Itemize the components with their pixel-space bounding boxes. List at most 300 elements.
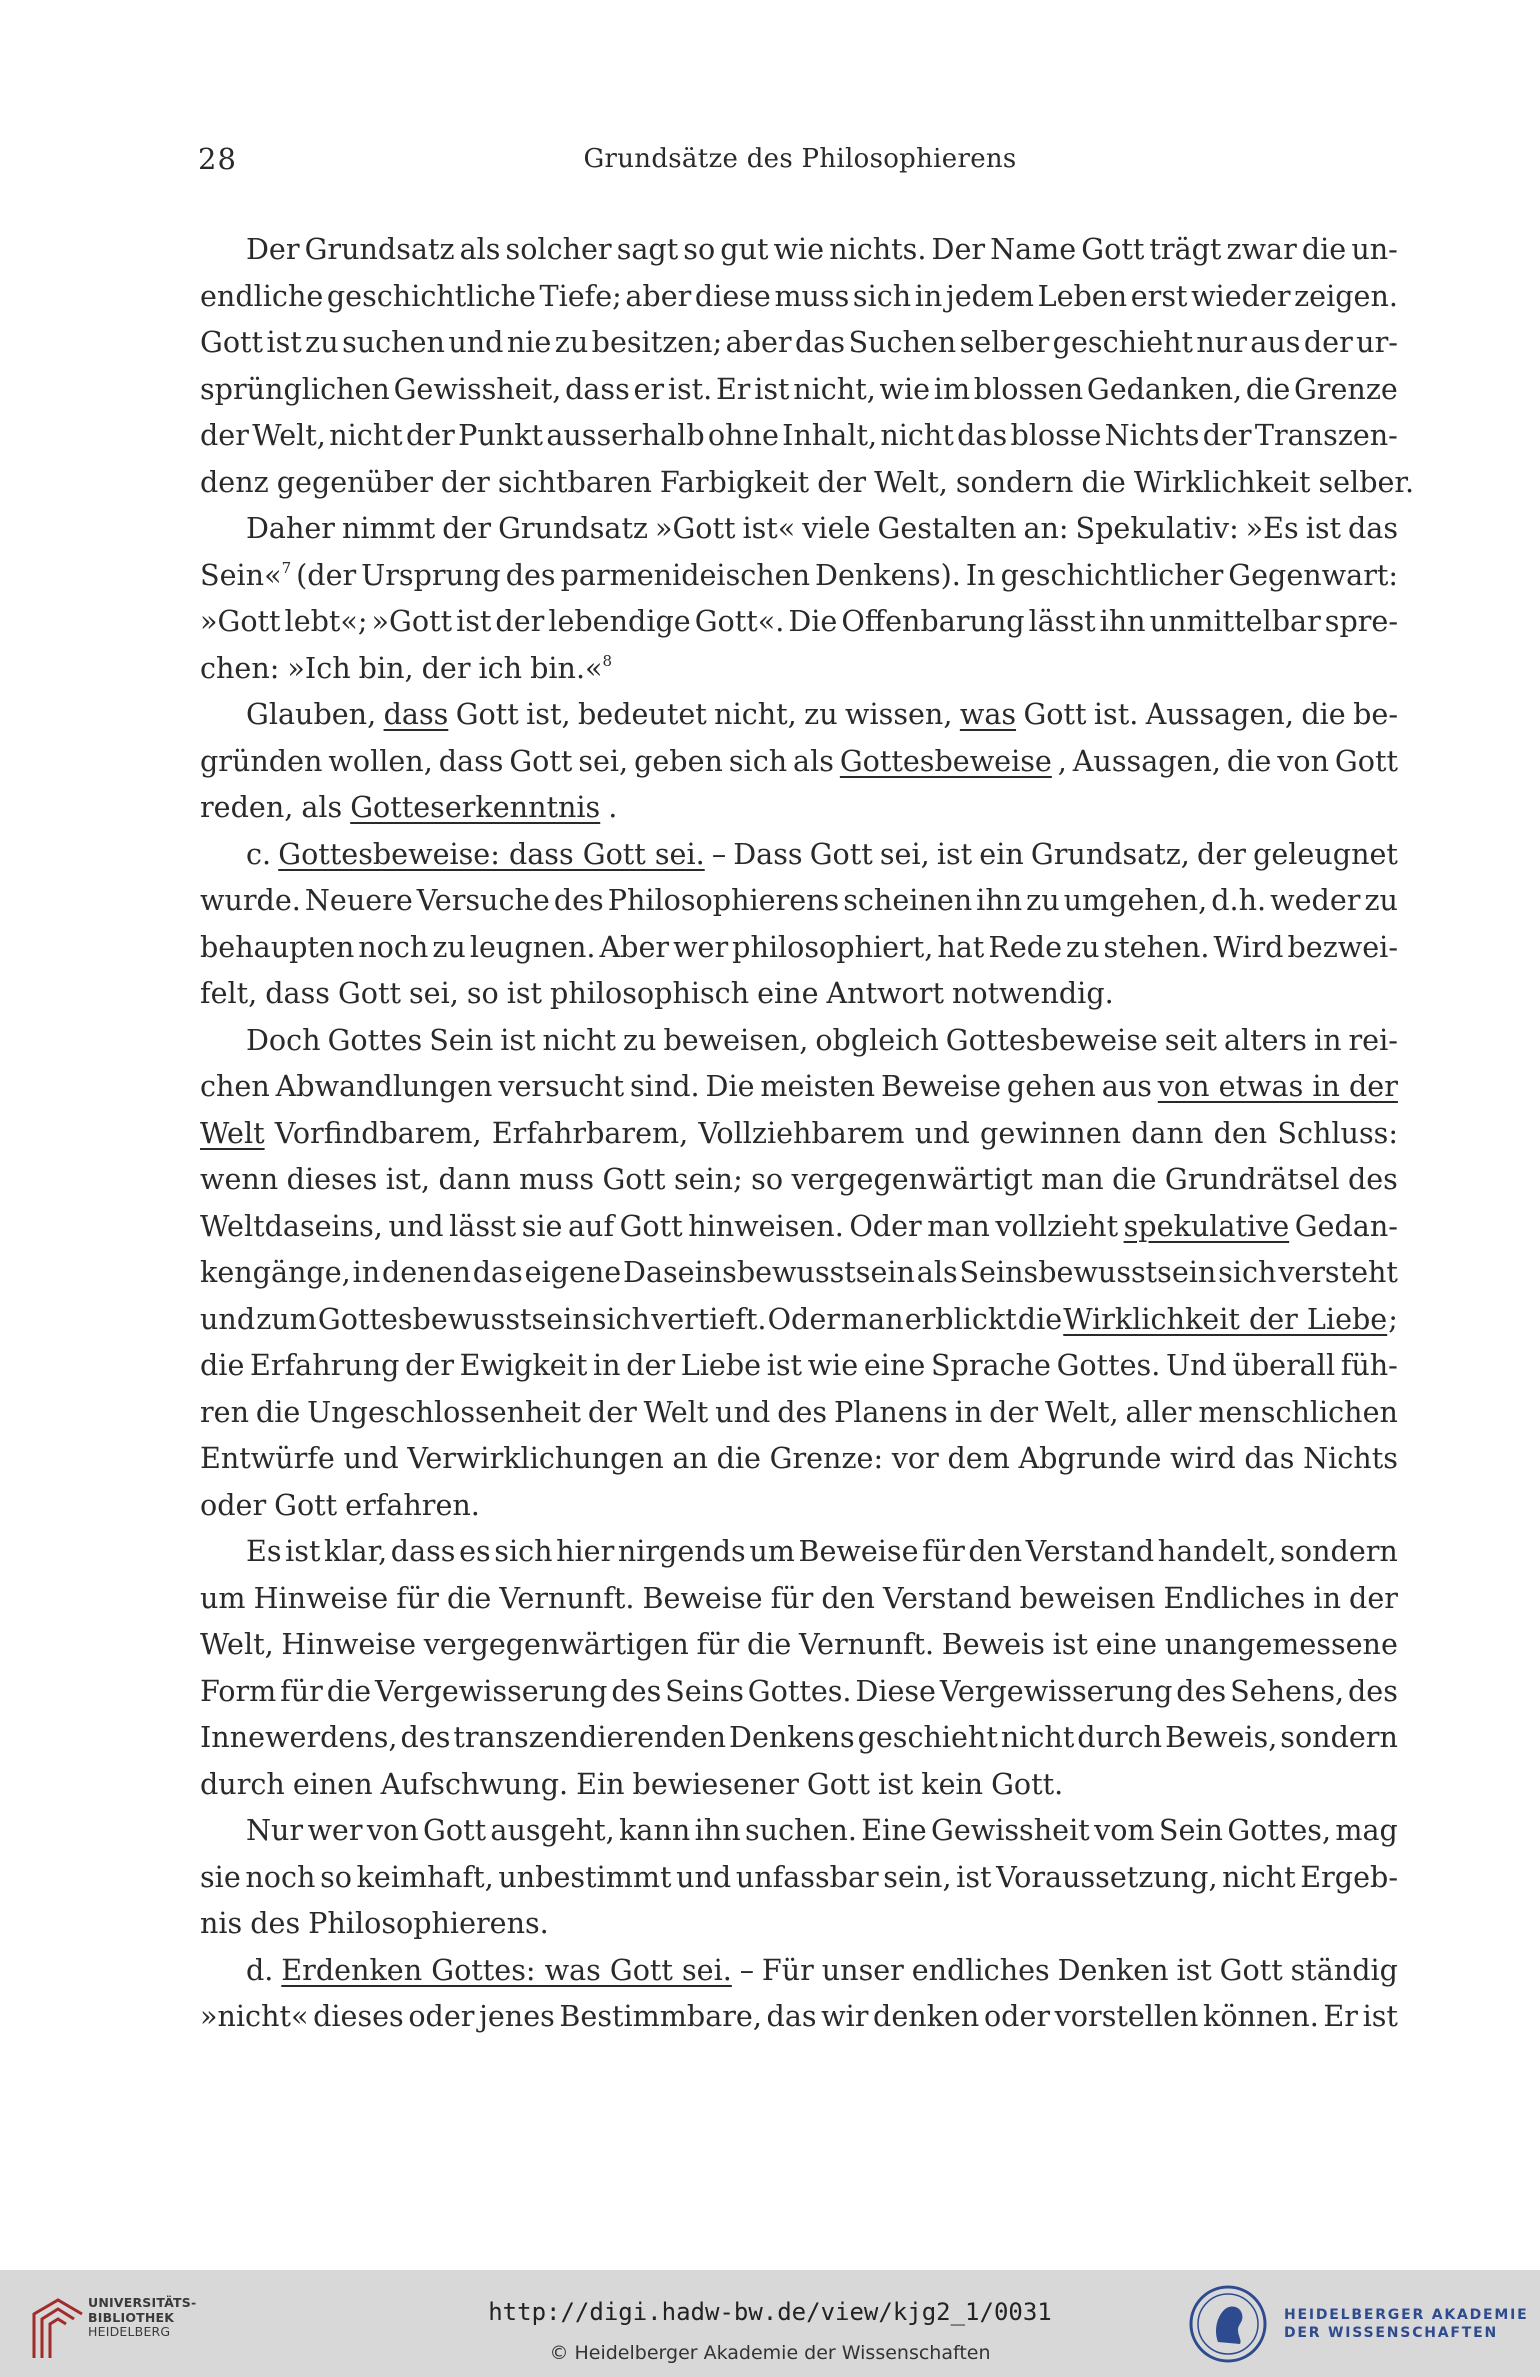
word: durch: [200, 1766, 285, 1801]
word: ist: [266, 325, 302, 359]
word: die: [200, 1348, 245, 1382]
word: Versuche: [416, 883, 550, 917]
word: sich: [494, 1534, 553, 1568]
word: be-: [1353, 697, 1398, 731]
word: –: [739, 1952, 755, 1987]
word: Der: [931, 232, 986, 266]
word: beweisen,: [663, 1022, 809, 1057]
word: vergegenwärtigt: [791, 1162, 1033, 1196]
word: sagt: [616, 232, 679, 266]
word: Seins: [665, 1673, 744, 1708]
word: felt,: [200, 976, 258, 1010]
word: nis: [200, 1906, 243, 1940]
word: wollen,: [328, 743, 433, 778]
text-line: [200, 1296, 1398, 1343]
word: denz: [200, 464, 269, 499]
word: als: [301, 790, 343, 824]
word: Vergewisserung: [939, 1673, 1173, 1708]
footnote-marker: 8: [602, 651, 613, 670]
word: Gottesbewusstsein: [317, 1301, 591, 1336]
word: bedeutet: [577, 697, 707, 731]
word: blosse: [1010, 418, 1102, 452]
word: dieses: [313, 1999, 404, 2033]
word: sichtbaren: [497, 464, 652, 499]
text-line: [200, 738, 1398, 785]
source-url-link[interactable]: http://digi.hadw-bw.de/view/kjg2_1/0031: [488, 2298, 1052, 2326]
word: der: [200, 418, 249, 452]
word: vor: [891, 1441, 939, 1475]
underlined-phrase: von etwas in der: [1157, 1069, 1398, 1103]
word: Gott: [1219, 1952, 1283, 1987]
word: an:: [1023, 511, 1069, 545]
word: an: [672, 1441, 708, 1475]
word: zeigen.: [1294, 278, 1398, 313]
word: Vollziehbarem: [698, 1115, 905, 1150]
word: Ewigkeit: [459, 1348, 588, 1382]
academy-line-2: DER WISSENSCHAFTEN: [1284, 2325, 1499, 2341]
word: ist,: [385, 1162, 431, 1196]
word: für: [770, 1580, 814, 1615]
word: der: [442, 511, 492, 545]
word: die: [1226, 743, 1272, 778]
academy-line-1: HEIDELBERGER AKADEMIE: [1284, 2307, 1529, 2323]
word: Welt,: [252, 418, 326, 452]
text-line: [200, 1342, 1398, 1389]
word: in: [593, 1348, 621, 1382]
word: d.: [246, 1952, 274, 1987]
word: Wirklichkeit: [1133, 464, 1311, 499]
word: »Gott: [200, 604, 281, 638]
word: unbestimmt: [498, 1859, 672, 1894]
word: nicht,: [793, 371, 876, 406]
word: Gegenwart:: [1228, 557, 1398, 592]
word: Nichts: [1104, 418, 1200, 452]
word: Gott: [200, 325, 264, 359]
word: Verwirklichungen: [407, 1441, 664, 1475]
word: Offenbarung: [841, 604, 1025, 638]
word: oder: [983, 1999, 1051, 2033]
word: sie: [200, 1859, 241, 1894]
word: sei,: [408, 976, 459, 1010]
word: als: [916, 1255, 958, 1289]
word: un-: [1351, 232, 1398, 266]
word: Dass: [733, 836, 803, 871]
word: Gott: [1334, 743, 1398, 778]
word: Oder: [767, 1301, 840, 1336]
word: ein: [979, 836, 1024, 871]
page-number: 28: [198, 142, 237, 176]
word: lebt«;: [284, 604, 368, 638]
word: ist: [456, 604, 492, 638]
word: unmittelbar: [1149, 604, 1321, 638]
text-line: [200, 1249, 1398, 1296]
word: des: [1347, 1673, 1398, 1708]
word: ist,: [526, 697, 571, 731]
word: wie: [879, 371, 931, 406]
word: ständig: [1290, 1952, 1398, 1987]
word: nirgends: [617, 1534, 746, 1568]
word: Transzen-: [1254, 418, 1398, 452]
academy-name: [1284, 2306, 1529, 2342]
word: man: [927, 1208, 990, 1243]
text-line: [200, 645, 1398, 692]
word: transzendierenden: [453, 1720, 727, 1754]
word: Wird: [1213, 929, 1284, 964]
word: lässt: [449, 1208, 517, 1243]
word: der: [989, 1394, 1039, 1429]
word: in: [914, 278, 943, 313]
word: Gott: [337, 976, 401, 1010]
word: Gott: [274, 1487, 338, 1522]
word: der: [405, 418, 455, 452]
word: so: [320, 1859, 352, 1894]
word: für: [396, 1580, 439, 1615]
word: und: [715, 1394, 771, 1429]
word: Grundrätsel: [1164, 1162, 1340, 1196]
word: von: [1277, 743, 1329, 778]
word: die: [255, 1394, 301, 1429]
word: Seinsbewusstsein: [959, 1255, 1217, 1289]
word: ur-: [1356, 325, 1398, 359]
word: Ein: [576, 1766, 625, 1801]
word: Erfahrbarem,: [491, 1115, 689, 1150]
word: trägt: [1149, 232, 1222, 266]
word: Gott: [423, 1813, 487, 1847]
word: weder: [1270, 883, 1361, 917]
word: leugnen.: [469, 929, 596, 964]
word: um: [749, 1534, 795, 1568]
word: viele: [802, 511, 871, 545]
word: Philosophierens.: [308, 1906, 549, 1940]
word: des: [400, 1720, 451, 1754]
word: Welt,: [200, 1627, 274, 1661]
word: Inhalt,: [782, 418, 878, 452]
word: »Gott: [654, 511, 736, 545]
text-line: [200, 1203, 1398, 1250]
text-line: [200, 691, 1398, 738]
word: der: [1202, 418, 1252, 452]
word: die: [446, 1580, 492, 1615]
word: dann: [1131, 1115, 1204, 1150]
word: Beweis: [941, 1627, 1045, 1661]
word: durch: [1077, 1720, 1163, 1754]
word: können.: [1203, 1999, 1319, 2033]
text-line: [200, 1854, 1398, 1901]
word: noch: [245, 1859, 316, 1894]
word: .: [608, 790, 618, 824]
word: Aussagen,: [1145, 697, 1294, 731]
word: zum: [256, 1301, 317, 1336]
word: eine: [863, 1348, 926, 1382]
word: in: [954, 1394, 983, 1429]
word: ohne: [707, 418, 779, 452]
word: Es: [246, 1534, 282, 1568]
word: Gott: [619, 1208, 683, 1243]
word: Suchen: [848, 325, 957, 359]
word: notwendig.: [951, 976, 1114, 1010]
word: dass: [438, 743, 504, 778]
word: Gott: [602, 1162, 666, 1196]
word: blossen: [973, 371, 1084, 406]
text-line: [200, 970, 1398, 1017]
word: zu: [1066, 929, 1100, 964]
word: Welt,: [874, 464, 948, 499]
word: sein;: [673, 1162, 743, 1196]
word: nicht: [329, 418, 403, 452]
word: es: [459, 1534, 491, 1568]
word: Antwort: [826, 976, 944, 1010]
word: eigene: [524, 1255, 622, 1289]
text-line: [200, 1714, 1398, 1761]
word: Grundsatz: [304, 232, 455, 266]
word: ,: [1057, 743, 1067, 778]
word: keimhaft,: [356, 1859, 494, 1894]
word: die: [1245, 371, 1291, 406]
word: der: [1303, 325, 1353, 359]
word: Schluss:: [1277, 1115, 1398, 1150]
word: sein,: [883, 1859, 952, 1894]
word: den: [1213, 1115, 1268, 1150]
word: Grenze: [1293, 371, 1398, 406]
word: erblickt: [904, 1301, 1017, 1336]
word: handelt,: [1157, 1534, 1277, 1568]
word: Sehens,: [1230, 1673, 1345, 1708]
underlined-phrase: Gottesbeweise: dass Gott sei.: [278, 836, 705, 871]
word: menschlichen: [1198, 1394, 1398, 1429]
word: eine: [1095, 1627, 1158, 1661]
word: Vernunft.: [799, 1627, 935, 1661]
word: Verstand: [1025, 1534, 1155, 1568]
word: Welt: [643, 1394, 709, 1429]
word: gegenüber: [276, 464, 433, 499]
text-line: [200, 319, 1398, 366]
word: endliche: [200, 278, 324, 313]
text-line: [200, 1482, 1398, 1529]
word: –: [711, 836, 727, 871]
word: kann: [619, 1813, 691, 1847]
word: so: [751, 1162, 784, 1196]
word: sich: [1218, 1255, 1277, 1289]
word: unangemessene: [1164, 1627, 1398, 1661]
word: wird: [1170, 1441, 1236, 1475]
word: den: [968, 1534, 1023, 1568]
word: sich: [728, 743, 788, 778]
word: die: [746, 1627, 792, 1661]
word: Sein«$^7$: [200, 557, 292, 592]
word: aber: [625, 278, 692, 313]
word: die: [1017, 1301, 1063, 1336]
word: Gott: [1081, 232, 1145, 266]
word: im: [933, 371, 971, 406]
word: nicht: [542, 1022, 617, 1057]
word: nicht: [1000, 1720, 1075, 1754]
word: geben: [634, 743, 723, 778]
word: ihn: [976, 883, 1023, 917]
word: Gewissheit: [931, 1813, 1090, 1847]
word: seit: [1164, 1022, 1218, 1057]
word: kengänge,: [200, 1255, 351, 1289]
word: Weltdaseins,: [200, 1208, 383, 1243]
text-line: [200, 273, 1398, 320]
word: erst: [1130, 278, 1188, 313]
word: wer: [307, 1813, 363, 1847]
word: die: [1301, 697, 1346, 731]
word: sich: [852, 278, 912, 313]
word: ren: [200, 1394, 250, 1429]
word: jenes: [479, 1999, 555, 2033]
text-line: [200, 1621, 1398, 1668]
word: zu: [432, 929, 466, 964]
underlined-phrase: Wirklichkeit der Liebe: [1063, 1301, 1388, 1336]
text-line: [200, 1063, 1398, 1110]
word: Philosophierens: [607, 883, 840, 917]
word: gut: [720, 232, 769, 266]
word: sondern: [1280, 1720, 1398, 1754]
word: erfahren.: [345, 1487, 480, 1522]
word: Gottes.: [1056, 1348, 1161, 1382]
word: der: [1349, 1580, 1398, 1615]
word: einen: [292, 1766, 373, 1801]
word: Rede: [988, 929, 1062, 964]
word: diese: [694, 278, 771, 313]
word: kein: [921, 1766, 984, 1801]
word: die: [1081, 464, 1126, 499]
word: Gewissheit,: [393, 371, 562, 406]
text-line: [200, 1156, 1398, 1203]
word: bezwei-: [1287, 929, 1398, 964]
word: gründen: [200, 743, 323, 778]
word: den: [821, 1580, 875, 1615]
word: die: [1301, 232, 1347, 266]
word: von: [366, 1813, 419, 1847]
word: ausgeht,: [490, 1813, 615, 1847]
word: alters: [1224, 1022, 1307, 1057]
word: Endliches: [1163, 1580, 1306, 1615]
word: sondern: [1280, 1534, 1398, 1568]
word: Gottes,: [1227, 1813, 1332, 1847]
word: Neuere: [304, 883, 413, 917]
word: suchen: [342, 325, 445, 359]
word: und: [914, 1115, 970, 1150]
word: Doch: [246, 1022, 321, 1057]
word: Gott.: [991, 1766, 1064, 1801]
word: chen: [200, 1069, 270, 1103]
word: oder: [200, 1487, 267, 1522]
library-line-2: BIBLIOTHEK: [88, 2309, 175, 2325]
word: Sein: [1158, 1813, 1223, 1847]
footer-bar: [0, 2270, 1540, 2377]
word: wenn: [200, 1162, 279, 1196]
word: Er: [1323, 1999, 1358, 2033]
word: gehen: [1006, 1069, 1096, 1103]
word: hier: [556, 1534, 615, 1568]
word: Ergeb-: [1300, 1859, 1398, 1894]
word: so: [466, 976, 499, 1010]
text-line: [200, 412, 1398, 459]
word: er: [633, 371, 665, 406]
word: c.: [246, 836, 272, 871]
word: endliches: [911, 1952, 1050, 1987]
academy-seal-icon: [1188, 2284, 1268, 2364]
word: geschieht: [857, 1720, 998, 1754]
word: (der: [296, 557, 357, 592]
text-line: [200, 784, 1398, 831]
word: Gott: [509, 743, 573, 778]
word: ich: [478, 650, 523, 685]
word: das: [472, 1255, 523, 1289]
word: vollzieht: [995, 1208, 1119, 1243]
word: Gedan-: [1294, 1208, 1398, 1243]
word: ist: [754, 371, 790, 406]
word: nur: [1196, 325, 1247, 359]
underlined-phrase: Gotteserkenntnis: [350, 790, 601, 824]
word: Aussagen,: [1072, 743, 1221, 778]
word: selber: [959, 325, 1050, 359]
word: Der: [246, 232, 300, 266]
word: in: [352, 1255, 381, 1289]
word: Gottes.: [747, 1673, 852, 1708]
text-line: [200, 505, 1398, 552]
word: das: [1347, 511, 1398, 545]
text-line: [200, 1110, 1398, 1157]
word: des: [611, 1673, 662, 1708]
word: In: [965, 557, 996, 592]
word: behaupten: [200, 929, 355, 964]
word: ist: [500, 1022, 536, 1057]
word: Gott: [809, 836, 873, 871]
word: bewiesener: [632, 1766, 799, 1801]
word: ist.: [1093, 697, 1139, 731]
text-line: [200, 1528, 1398, 1575]
word: Denkens: [729, 1720, 855, 1754]
word: muss: [774, 278, 850, 313]
word: dieses: [286, 1162, 378, 1196]
word: vorstellen: [1054, 1999, 1199, 2033]
word: Gott: [806, 1766, 870, 1801]
word: zu: [1026, 883, 1060, 917]
text-line: [200, 877, 1398, 924]
text-line: [200, 1435, 1398, 1482]
word: ist: [1052, 1627, 1088, 1661]
word: Aber: [599, 929, 670, 964]
word: das: [795, 325, 846, 359]
text-line: [200, 552, 1398, 599]
body-text: [200, 226, 1415, 2040]
word: Hinweise: [253, 1580, 389, 1615]
word: so: [683, 232, 716, 266]
word: der: [440, 464, 490, 499]
word: Vorfindbarem,: [274, 1115, 482, 1150]
word: als: [793, 743, 834, 778]
word: des: [777, 1394, 828, 1429]
word: geleugnet: [1253, 836, 1398, 871]
word: sondern: [955, 464, 1074, 499]
underlined-phrase: spekulative: [1123, 1208, 1290, 1243]
word: noch: [358, 929, 429, 964]
word: nicht,: [714, 697, 797, 731]
word: die: [716, 1441, 761, 1475]
word: ist«: [742, 511, 796, 545]
word: und: [343, 1441, 399, 1475]
word: das: [766, 1999, 817, 2033]
word: zu: [1364, 883, 1398, 917]
word: mag: [1335, 1813, 1398, 1847]
word: unfassbar: [735, 1859, 879, 1894]
word: Sprache: [930, 1348, 1051, 1382]
word: sind.: [630, 1069, 700, 1103]
word: des: [1347, 1162, 1398, 1196]
word: selber.: [1318, 464, 1415, 499]
